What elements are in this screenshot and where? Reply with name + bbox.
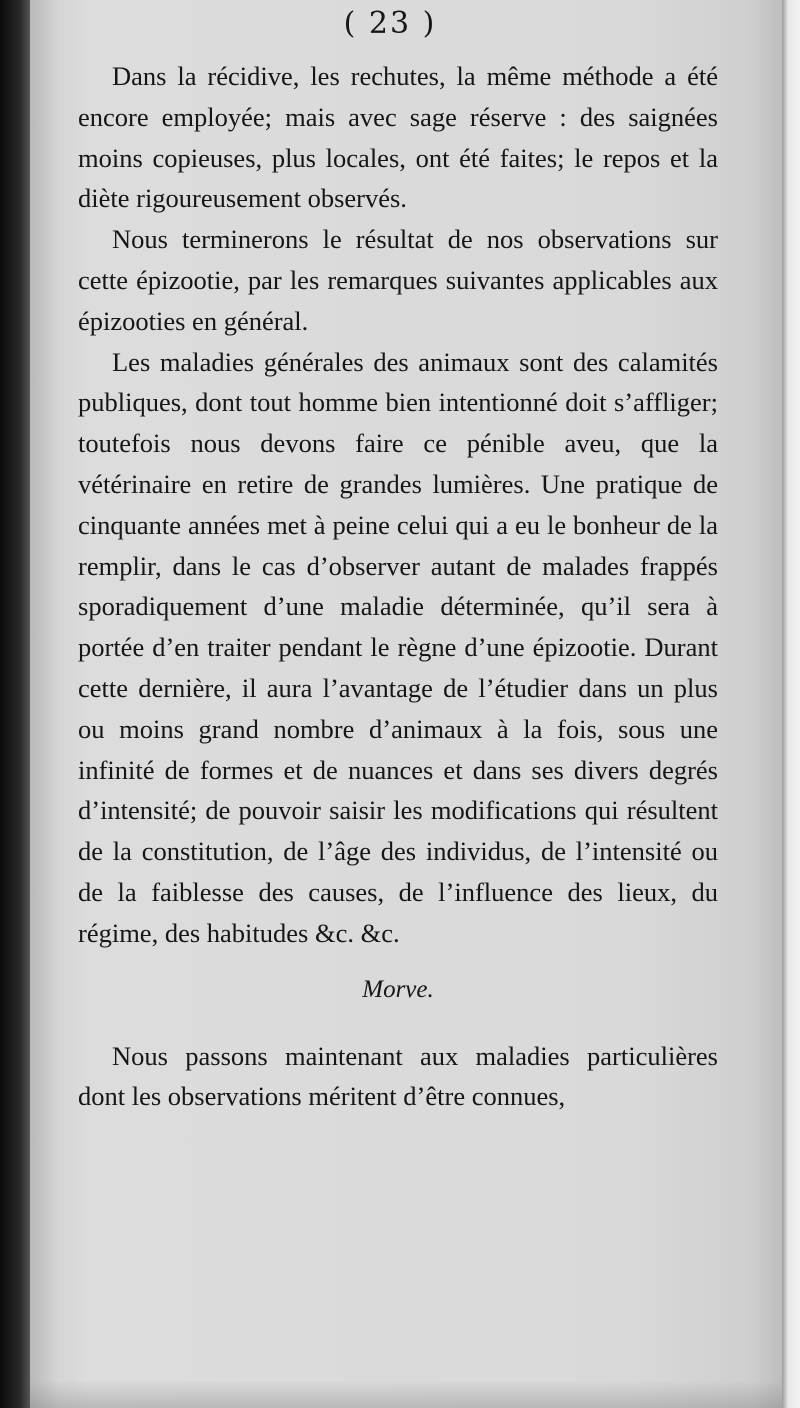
section-heading-morve: Morve.	[362, 975, 434, 1003]
paragraph-relapse: Dans la récidive, les rechutes, la même méthode a été encore employée; mais avec sage réserve : des saignées moins copieuses, plus locales, ont été faites; le repos et la diète rigoureusement observés.	[78, 61, 718, 214]
paragraph-general-remarks: Les maladies générales des animaux sont des calamités publiques, dont tout homme bien intentionné doit s’affliger; toutefois nous devons faire ce pénible aveu, que la vétérinaire en retire de grandes lumières. Une pratique de cinquante années met à peine celui qui a eu le bonheur de la remplir, dans le cas d’observer autant de malades frappés sporadiquement d’une maladie déterminée, qu’il sera à portée d’en traiter pendant le règne d’une épizootie. Durant cette dernière, il aura l’avantage de l’étudier dans un plus ou moins grand nombre d’animaux à la fois, sous une infinité de formes et de nuances et dans ses divers degrés d’intensité; de pouvoir saisir les modifications qui résultent de la constitution, de l’âge des individus, de l’intensité ou de la faiblesse des causes, de l’influence des lieux, du régime, des habitudes &c. &c.	[78, 346, 718, 948]
page-right-edge	[782, 0, 800, 1408]
book-spine-shadow	[0, 0, 30, 1408]
page-body	[78, 56, 718, 1117]
paragraph-particular-diseases: Nous passons maintenant aux maladies particulières dont les observations méritent d’être connues,	[78, 1040, 718, 1112]
page-bottom-shadow	[30, 1380, 782, 1408]
paragraph-conclusion: Nous terminerons le résultat de nos observations sur cette épizootie, par les remarques suivantes applicables aux épizooties en général.	[78, 224, 718, 336]
page-number: ( 23 )	[343, 6, 437, 41]
book-page	[30, 0, 782, 1408]
